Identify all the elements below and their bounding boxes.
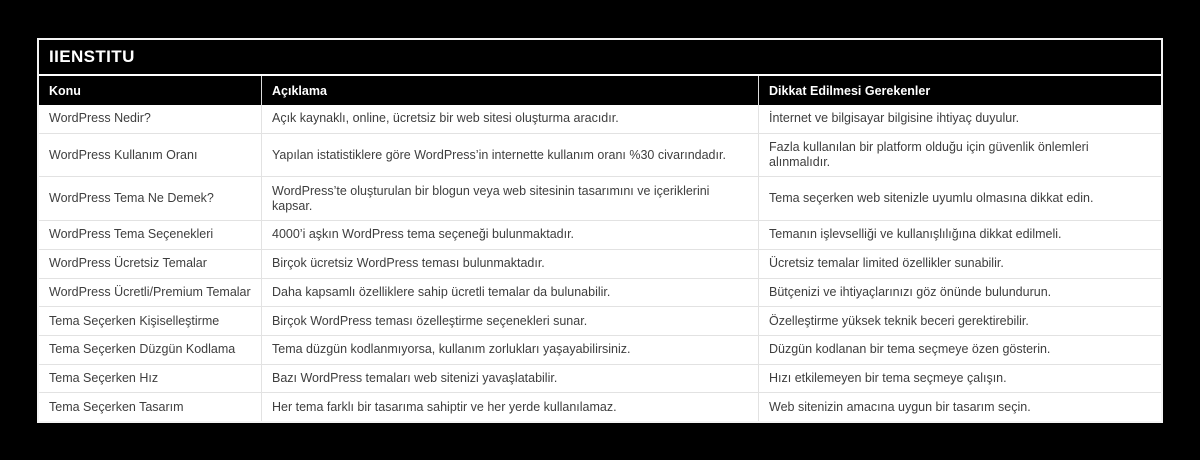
table-row [39, 249, 1161, 278]
cell-konu: Tema Seçerken Tasarım [49, 399, 184, 414]
table-row [39, 133, 1161, 177]
cell-dikkat: Fazla kullanılan bir platform olduğu için güvenlik önlemleri alınmalıdır. [758, 134, 1161, 177]
brand-header [39, 40, 1161, 74]
column-header-konu: Konu [49, 83, 81, 98]
cell-aciklama: Birçok WordPress teması özelleştirme seçenekleri sunar. [261, 307, 758, 335]
table-row [39, 278, 1161, 307]
table-body [39, 105, 1161, 421]
table-row [39, 306, 1161, 335]
cell-konu: WordPress Kullanım Oranı [49, 147, 198, 162]
cell-aciklama: Bazı WordPress temaları web sitenizi yavaşlatabilir. [261, 365, 758, 393]
cell-konu: Tema Seçerken Düzgün Kodlama [49, 342, 236, 357]
brand-title: IIENSTITU [49, 47, 135, 66]
table-row [39, 392, 1161, 421]
cell-dikkat: Özelleştirme yüksek teknik beceri gerektirebilir. [758, 307, 1161, 335]
table-row [39, 364, 1161, 393]
cell-aciklama: Her tema farklı bir tasarıma sahiptir ve her yerde kullanılamaz. [261, 393, 758, 421]
cell-konu: WordPress Tema Seçenekleri [49, 227, 214, 242]
cell-aciklama: WordPress’te oluşturulan bir blogun veya web sitesinin tasarımını ve içeriklerini kapsar. [261, 177, 758, 220]
cell-dikkat: Bütçenizi ve ihtiyaçlarınızı göz önünde bulundurun. [758, 279, 1161, 307]
cell-aciklama: Daha kapsamlı özelliklere sahip ücretli temalar da bulunabilir. [261, 279, 758, 307]
cell-dikkat: İnternet ve bilgisayar bilgisine ihtiyaç duyulur. [758, 105, 1161, 133]
table-row [39, 176, 1161, 220]
cell-dikkat: Düzgün kodlanan bir tema seçmeye özen gösterin. [758, 336, 1161, 364]
cell-aciklama: 4000’i aşkın WordPress tema seçeneği bulunmaktadır. [261, 221, 758, 249]
content-card [37, 38, 1163, 423]
cell-aciklama: Yapılan istatistiklere göre WordPress’in internette kullanım oranı %30 civarındadır. [261, 134, 758, 177]
cell-konu: WordPress Tema Ne Demek? [49, 191, 214, 206]
cell-dikkat: Temanın işlevselliği ve kullanışlılığına dikkat edilmeli. [758, 221, 1161, 249]
cell-konu: WordPress Nedir? [49, 111, 151, 126]
cell-dikkat: Web sitenizin amacına uygun bir tasarım seçin. [758, 393, 1161, 421]
cell-aciklama: Tema düzgün kodlanmıyorsa, kullanım zorlukları yaşayabilirsiniz. [261, 336, 758, 364]
cell-konu: WordPress Ücretli/Premium Temalar [49, 284, 251, 299]
table-row [39, 335, 1161, 364]
cell-konu: Tema Seçerken Hız [49, 370, 159, 385]
cell-aciklama: Birçok ücretsiz WordPress teması bulunmaktadır. [261, 250, 758, 278]
cell-konu: WordPress Ücretsiz Temalar [49, 256, 207, 271]
cell-konu: Tema Seçerken Kişiselleştirme [49, 313, 220, 328]
column-header-dikkat: Dikkat Edilmesi Gerekenler [758, 76, 1161, 105]
column-header-aciklama: Açıklama [261, 76, 758, 105]
table-header-row [39, 76, 1161, 105]
cell-dikkat: Hızı etkilemeyen bir tema seçmeye çalışın. [758, 365, 1161, 393]
table-row [39, 105, 1161, 133]
cell-dikkat: Ücretsiz temalar limited özellikler sunabilir. [758, 250, 1161, 278]
cell-aciklama: Açık kaynaklı, online, ücretsiz bir web sitesi oluşturma aracıdır. [261, 105, 758, 133]
table-row [39, 220, 1161, 249]
cell-dikkat: Tema seçerken web sitenizle uyumlu olmasına dikkat edin. [758, 177, 1161, 220]
